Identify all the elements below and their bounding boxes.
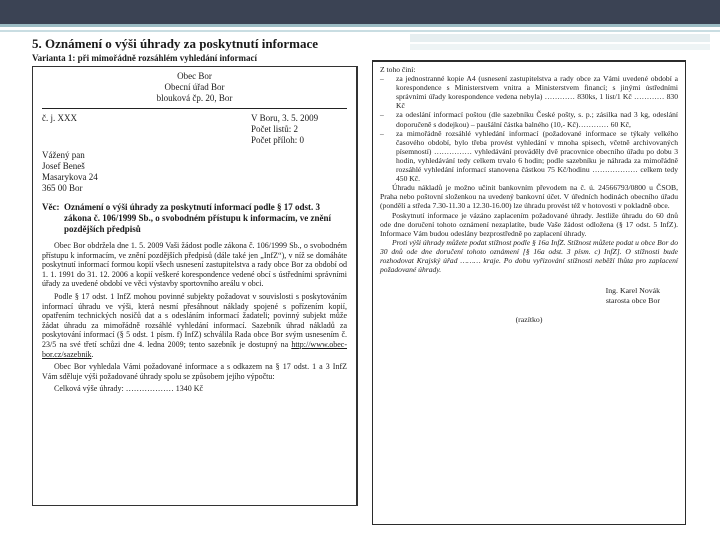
slide-decor-band (410, 34, 710, 42)
breakdown-heading: Z toho činí: (380, 65, 416, 74)
fee-item-postage: – za odeslání informací poštou (dle sazebníku České pošty, s. p.; zásilka nad 3 kg, odeslání doporučeně s dodejkou) – paušální částka balného (10,- Kč)………… 60 Kč, (380, 110, 678, 129)
paragraph-calculation: Obec Bor vyhledala Vámi požadované informace a s odkazem na § 17 odst. 1 a 3 InfZ Vám sděluje výši požadované úhrady spolu se způsobem jejího výpočtu: (42, 362, 347, 381)
addressee-street: Masarykova 24 (42, 172, 98, 182)
letter-meta (251, 113, 347, 146)
section-title: 5. Oznámení o výši úhrady za poskytnutí informace (32, 36, 319, 51)
scan-page-left (32, 36, 358, 506)
fee-breakdown-list (380, 74, 678, 183)
addressee-block (42, 150, 347, 194)
stamp-placeholder: (razítko) (515, 315, 543, 325)
paragraph-legal-basis: Podle § 17 odst. 1 InfZ mohou povinné subjekty požadovat v souvislosti s poskytováním informací úhradu ve výši, která nesmí přesáhnout náklady spojené s pořízením kopií, opatřením technických nosičů dat a s odesláním informací žadateli; povinný subjekt může žádat úhradu za mimořádně rozsáhlé vyhledání informací. Sazebník úhrad nákladů za poskytování informací (§ 5 odst. 1 písm. f) InfZ) schválila Rada obce Bor svým usnesením č. 23/5 na své třetí schůzi dne 4. ledna 2009; tento sazebník je dostupný na http://www.obec-bor.cz/sazebnik. (42, 291, 348, 359)
section-subtitle: Varianta 1: při mimořádně rozsáhlém vyhledání informací (32, 53, 257, 63)
header-divider (42, 108, 347, 109)
slide-decor-band-light (410, 44, 710, 50)
signature-block (380, 286, 678, 305)
letter-header (42, 71, 347, 104)
letter-date: V Boru, 3. 5. 2009 (251, 113, 319, 123)
office-department: Obecní úřad Bor (164, 82, 225, 92)
payment-condition: Poskytnutí informace je vázáno zaplacením požadované úhrady. Jestliže úhradu do 60 dnů ode dne doručení tohoto oznámení nezaplatíte, bude Vaše žádost odložena (§ 17 odst. 5 InfZ). Informace Vám budou odeslány bezprostředně po zaplacení úhrady. (380, 210, 678, 238)
signatory-title: starosta obce Bor (605, 295, 660, 305)
paragraph-request: Obec Bor obdržela dne 1. 5. 2009 Vaši žádost podle zákona č. 106/1999 Sb., o svobodném přístupu k informacím, ve znění pozdějších předpisů (dále také jen „InfZ“), v níž se domáháte poskytnutí informací formou kopií všech usnesení zastupitelstva a rady obce Bor za období od 1. 1. 1991 do 31. 12. 2006 a kopií veškeré korespondence vedené obcí s ústředními správními úřady za uvedené období ve věci výstavby sportovního areálu v obci. (42, 241, 347, 289)
signatory-name: Ing. Karel Novák (605, 286, 660, 296)
subject-text: Oznámení o výši úhrady za poskytnutí informací podle § 17 odst. 3 zákona č. 106/1999 Sb., o svobodném přístupu k informacím, ve znění pozdějších předpisů (64, 202, 332, 234)
paragraph-legal-basis-text: Podle § 17 odst. 1 InfZ mohou povinné subjekty požadovat v souvislosti s poskytováním informací úhradu ve výši, která nesmí přesáhnout náklady spojené s pořízením kopií, opatřením technických nosičů dat a s odesláním informací žadateli; povinný subjekt může žádat úhradu za mimořádně rozsáhlé vyhledání informací. Sazebník úhrad nákladů za poskytování informací (§ 5 odst. 1 písm. f) InfZ) schválila Rada obce Bor svým usnesením č. 23/5 na své třetí schůzi dne 4. ledna 2009; tento sazebník je dostupný na (42, 291, 347, 349)
addressee-city: 365 00 Bor (42, 183, 83, 193)
letter-sheet-count: Počet listů: 2 (251, 124, 298, 134)
complaint-notice: Proti výši úhrady můžete podat stížnost podle § 16a InfZ. Stížnost můžete podat u obce Bor do 30 dnů ode dne doručení tohoto oznámení [§ 16a odst. 3 písm. c) InfZ]. O stížnosti bude rozhodovat Krajský úřad ……… kraje. Po dobu vyřizování stížnosti neběží lhůta pro zaplacení požadované úhrady. (380, 237, 678, 275)
subject-line (42, 202, 347, 235)
slide-top-bar (0, 0, 720, 24)
fee-schedule-link[interactable]: http://www.obec-bor.cz/sazebnik (42, 339, 348, 359)
total-fee: Celková výše úhrady: ……………… 1340 Kč (54, 384, 204, 394)
fee-item-search: – za mimořádně rozsáhlé vyhledání informací (požadované informace se týkaly velkého časového období, bylo třeba provést vyhledání v mnoha spisech, včetně archivovaných písemností) …………… vyhledávání prováděly dvě pracovnice obecního úřadu po dobu 3 hodin, vyhledávání tedy celkem trvalo 6 hodin; podle sazebníku je náhrada za mimořádně rozsáhlé vyhledání informací stanovena částkou 75 Kč/hodinu ……………… celkem tedy 450 Kč. (380, 128, 678, 184)
letter-attachment-count: Počet příloh: 0 (251, 135, 304, 145)
addressee-name: Josef Beneš (42, 161, 85, 171)
letter-document (32, 66, 358, 506)
reference-number: č. j. XXX (42, 113, 77, 123)
fee-item-copies: – za jednostranné kopie A4 (usnesení zastupitelstva a rady obce za Vámi uvedené období a korespondence s Ministerstvem vnitra a Ministerstvem financí; s jinými ústředními správními úřady korespondence vedena nebyla) ………… 830ks, 1 list/1 Kč ………… 830 Kč (380, 74, 678, 111)
addressee-salutation: Vážený pan (42, 150, 85, 160)
reference-row (42, 113, 347, 146)
subject-label: Věc: (42, 202, 60, 212)
scan-page-right (372, 60, 686, 525)
slide-accent-line (0, 24, 720, 27)
slide-accent-line-light (0, 30, 720, 32)
office-name: Obec Bor (177, 71, 212, 81)
office-address: blouková čp. 20, Bor (156, 93, 233, 103)
payment-instructions: Úhradu nákladů je možno učinit bankovním převodem na č. ú. 24566793/0800 u ČSOB, Praha nebo poštovní složenkou na uvedený bankovní účet. V úředních hodinách obecního úřadu (pondělí a středa 7.30-11.30 a 12.30-16.00) lze úhradu provést též v hotovosti v pokladně obce. (380, 183, 678, 211)
